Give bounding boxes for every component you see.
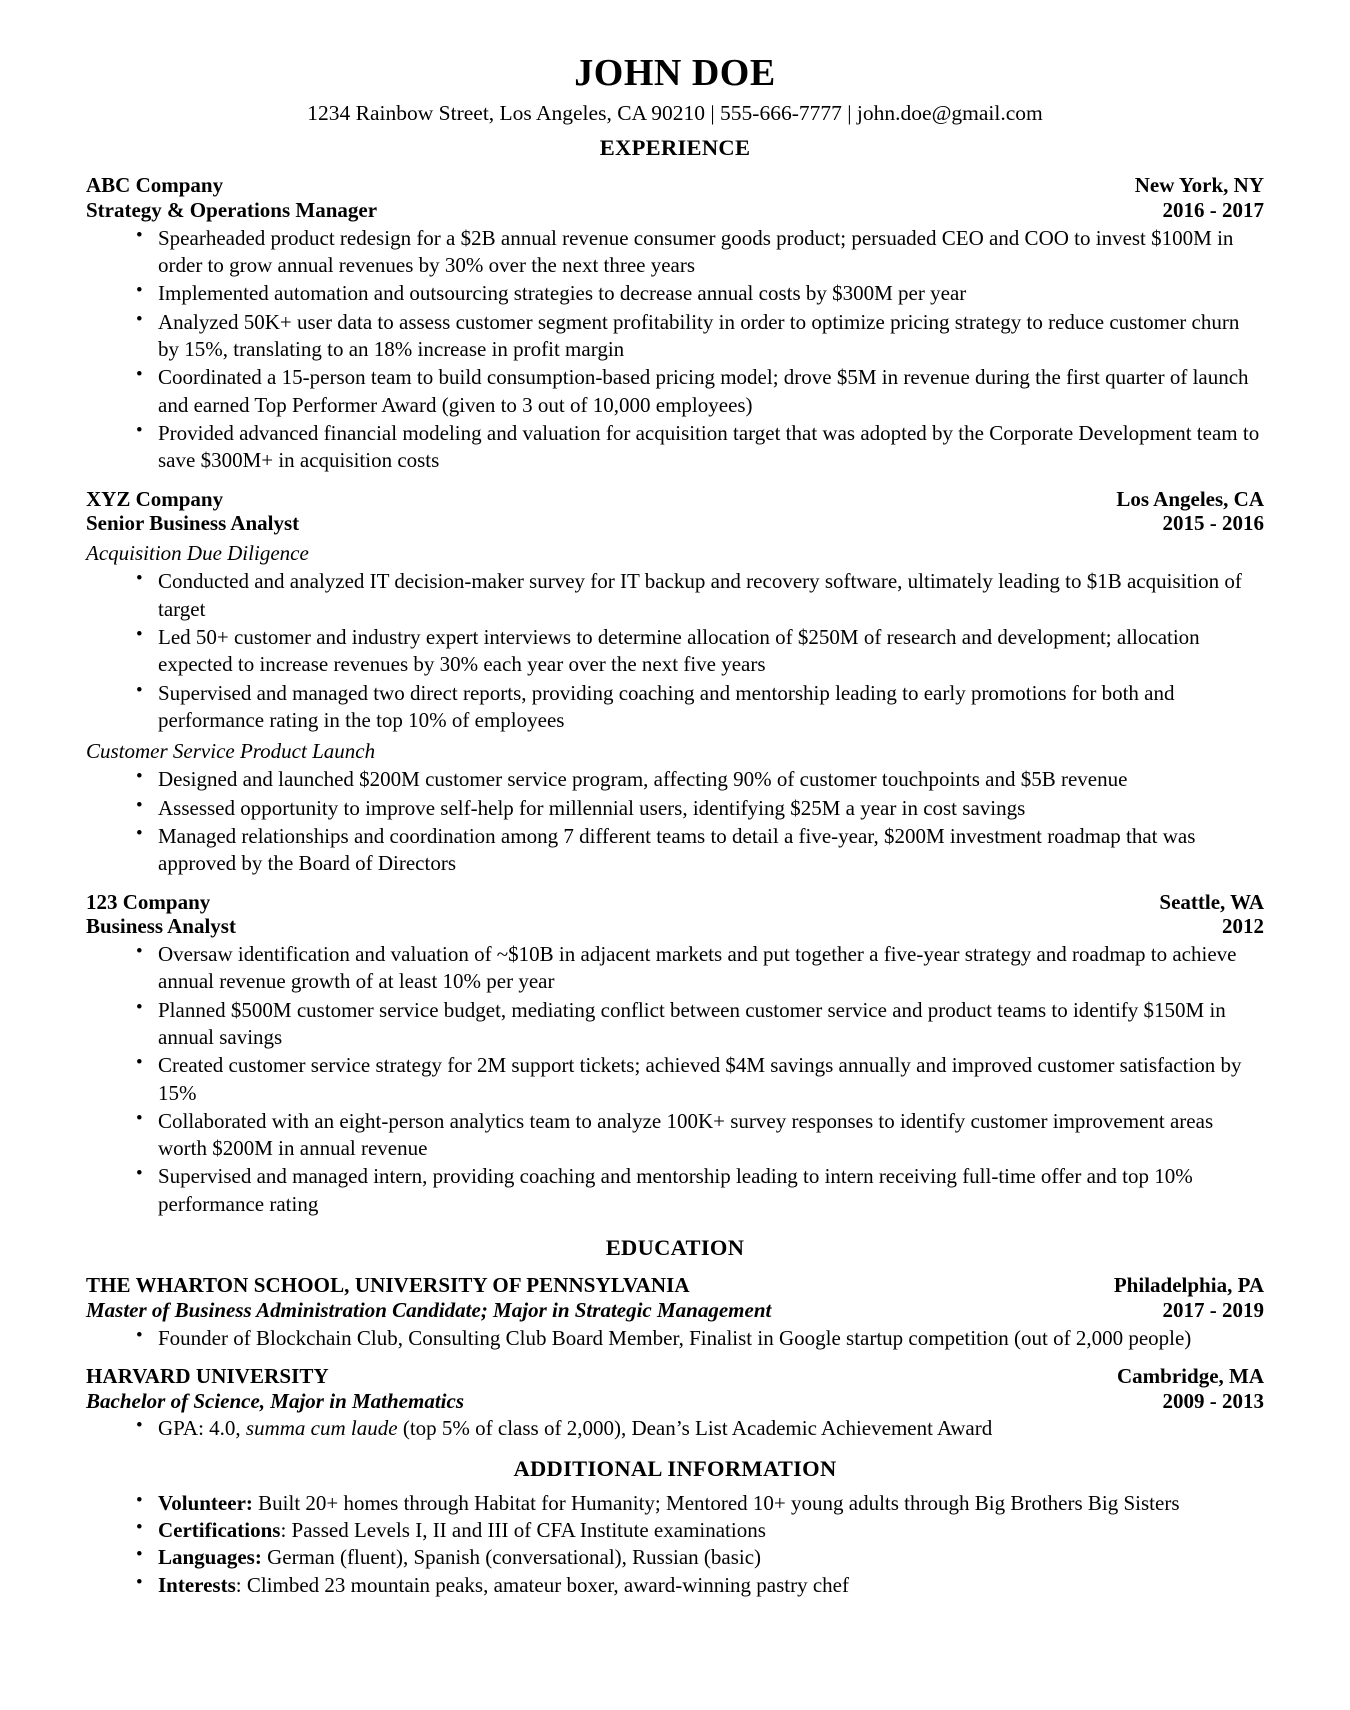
job-location: Seattle, WA xyxy=(1159,889,1264,914)
item-text: : Climbed 23 mountain peaks, amateur boxer, award-winning pastry chef xyxy=(235,1572,850,1597)
list-item: • Supervised and managed two direct reports, providing coaching and mentorship leading to early promotions for both and performance rating in the top 10% of employees xyxy=(134,680,1264,735)
education-entry xyxy=(86,1364,1264,1443)
list-item: • Led 50+ customer and industry expert interviews to determine allocation of $250M of research and development; allocation expected to increase revenues by 30% each year over the next five years xyxy=(134,624,1264,679)
entry-left-block xyxy=(86,1364,1097,1414)
contact-line: 1234 Rainbow Street, Los Angeles, CA 90210 | 555-666-7777 | john.doe@gmail.com xyxy=(307,100,1043,125)
item-label: Certifications xyxy=(158,1518,281,1542)
entry-right-block xyxy=(1097,1364,1264,1414)
section-heading-education: EDUCATION xyxy=(605,1235,745,1261)
school-dates: 2017 - 2019 xyxy=(1162,1297,1264,1322)
list-item: • Managed relationships and coordination among 7 different teams to detail a five-year, $200M investment roadmap that was approved by the Board of Directors xyxy=(134,823,1264,878)
list-item: • Analyzed 50K+ user data to assess customer segment profitability in order to optimize pricing strategy to reduce customer churn by 15%, translating to an 18% increase in profit margin xyxy=(134,309,1264,364)
degree-name: Bachelor of Science, Major in Mathematics xyxy=(86,1388,464,1413)
entry-right-block xyxy=(1139,890,1264,940)
entry-right-block xyxy=(1096,487,1264,537)
school-name: THE WHARTON SCHOOL, UNIVERSITY OF PENNSYLVANIA xyxy=(86,1273,690,1298)
company-name: XYZ Company xyxy=(86,486,224,511)
item-label: Languages: xyxy=(158,1545,262,1570)
entry-header xyxy=(86,1364,1264,1414)
list-item xyxy=(134,1544,1264,1571)
achievement-list xyxy=(86,941,1264,1218)
list-item xyxy=(134,1415,1264,1442)
experience-entry xyxy=(86,487,1264,878)
company-name: ABC Company xyxy=(86,173,224,198)
entry-header xyxy=(86,487,1264,537)
gpa-text: GPA: 4.0, xyxy=(158,1416,246,1441)
list-item: • Created customer service strategy for 2M support tickets; achieved $4M savings annually and improved customer satisfaction by 15% xyxy=(134,1052,1264,1107)
item-text: Built 20+ homes through Habitat for Humanity; Mentored 10+ young adults through Big Brothers Big Sisters xyxy=(252,1490,1180,1515)
list-item: • Assessed opportunity to improve self-help for millennial users, identifying $25M a year in cost savings xyxy=(134,795,1264,822)
item-label: Volunteer: xyxy=(158,1490,253,1515)
job-dates: 2012 xyxy=(1222,914,1264,939)
company-name: 123 Company xyxy=(86,889,211,914)
list-item: • Conducted and analyzed IT decision-maker survey for IT backup and recovery software, ultimately leading to $1B acquisition of target xyxy=(134,568,1264,623)
degree-name: Master of Business Administration Candidate; Major in Strategic Management xyxy=(86,1297,772,1322)
additional-info-list xyxy=(86,1490,1264,1599)
job-title: Senior Business Analyst xyxy=(86,511,300,536)
school-location: Philadelphia, PA xyxy=(1113,1273,1264,1298)
section-heading-experience: EXPERIENCE xyxy=(599,135,751,161)
experience-entry xyxy=(86,890,1264,1219)
list-item: • Collaborated with an eight-person analytics team to analyze 100K+ survey responses to identify customer improvement areas worth $200M in annual revenue xyxy=(134,1108,1264,1163)
entry-left-block xyxy=(86,173,1115,223)
job-location: New York, NY xyxy=(1134,173,1264,198)
list-item xyxy=(134,1490,1264,1517)
achievement-list xyxy=(86,225,1264,475)
job-dates: 2015 - 2016 xyxy=(1162,511,1264,536)
experience-entry xyxy=(86,173,1264,474)
list-item: • Supervised and managed intern, providing coaching and mentorship leading to intern receiving full-time offer and top 10% performance rating xyxy=(134,1163,1264,1218)
education-entry xyxy=(86,1273,1264,1352)
list-item: • Implemented automation and outsourcing strategies to decrease annual costs by $300M per year xyxy=(134,280,1264,307)
item-text: German (fluent), Spanish (conversational), Russian (basic) xyxy=(261,1545,762,1570)
job-title: Business Analyst xyxy=(86,914,236,939)
achievement-list xyxy=(86,766,1264,877)
school-location: Cambridge, MA xyxy=(1117,1363,1264,1388)
latin-honors: summa cum laude xyxy=(245,1416,398,1441)
list-item: • Spearheaded product redesign for a $2B annual revenue consumer goods product; persuaded CEO and COO to invest $100M in order to grow annual revenues by 30% over the next three years xyxy=(134,225,1264,280)
candidate-name: JOHN DOE xyxy=(574,52,776,94)
school-dates: 2009 - 2013 xyxy=(1162,1388,1264,1413)
project-subheading: Acquisition Due Diligence xyxy=(86,541,309,566)
list-item-text: Founder of Blockchain Club, Consulting Club Board Member, Finalist in Google startup competition (out of 2,000 people) xyxy=(158,1325,1192,1350)
achievement-list xyxy=(86,568,1264,734)
honors-text: (top 5% of class of 2,000), Dean’s List Academic Achievement Award xyxy=(397,1416,993,1441)
entry-right-block xyxy=(1094,1273,1264,1323)
entry-header xyxy=(86,890,1264,940)
list-item: • Provided advanced financial modeling and valuation for acquisition target that was adopted by the Corporate Development team to save $300M+ in acquisition costs xyxy=(134,420,1264,475)
project-subheading: Customer Service Product Launch xyxy=(86,739,376,764)
entry-left-block xyxy=(86,487,1096,537)
list-item xyxy=(134,1517,1264,1544)
achievement-list xyxy=(86,1415,1264,1442)
entry-left-block xyxy=(86,890,1139,940)
job-title: Strategy & Operations Manager xyxy=(86,198,378,223)
list-item: • Coordinated a 15-person team to build consumption-based pricing model; drove $5M in revenue during the first quarter of launch and earned Top Performer Award (given to 3 out of 10,000 employees) xyxy=(134,364,1264,419)
item-text: : Passed Levels I, II and III of CFA Institute examinations xyxy=(280,1518,766,1542)
entry-right-block xyxy=(1115,173,1264,223)
list-item xyxy=(134,1325,1264,1352)
list-item: • Planned $500M customer service budget, mediating conflict between customer service and product teams to identify $150M in annual savings xyxy=(134,997,1264,1052)
school-name: HARVARD UNIVERSITY xyxy=(86,1363,329,1388)
achievement-list xyxy=(86,1325,1264,1352)
entry-left-block xyxy=(86,1273,1094,1323)
entry-header xyxy=(86,1273,1264,1323)
list-item: • Designed and launched $200M customer service program, affecting 90% of customer touchpoints and $5B revenue xyxy=(134,766,1264,793)
job-dates: 2016 - 2017 xyxy=(1162,198,1264,223)
list-item xyxy=(134,1572,1264,1599)
item-label: Interests xyxy=(158,1572,236,1597)
list-item: • Oversaw identification and valuation of ~$10B in adjacent markets and put together a five-year strategy and roadmap to achieve annual revenue growth of at least 10% per year xyxy=(134,941,1264,996)
section-heading-additional: ADDITIONAL INFORMATION xyxy=(513,1455,837,1481)
entry-header xyxy=(86,173,1264,223)
job-location: Los Angeles, CA xyxy=(1116,486,1264,511)
